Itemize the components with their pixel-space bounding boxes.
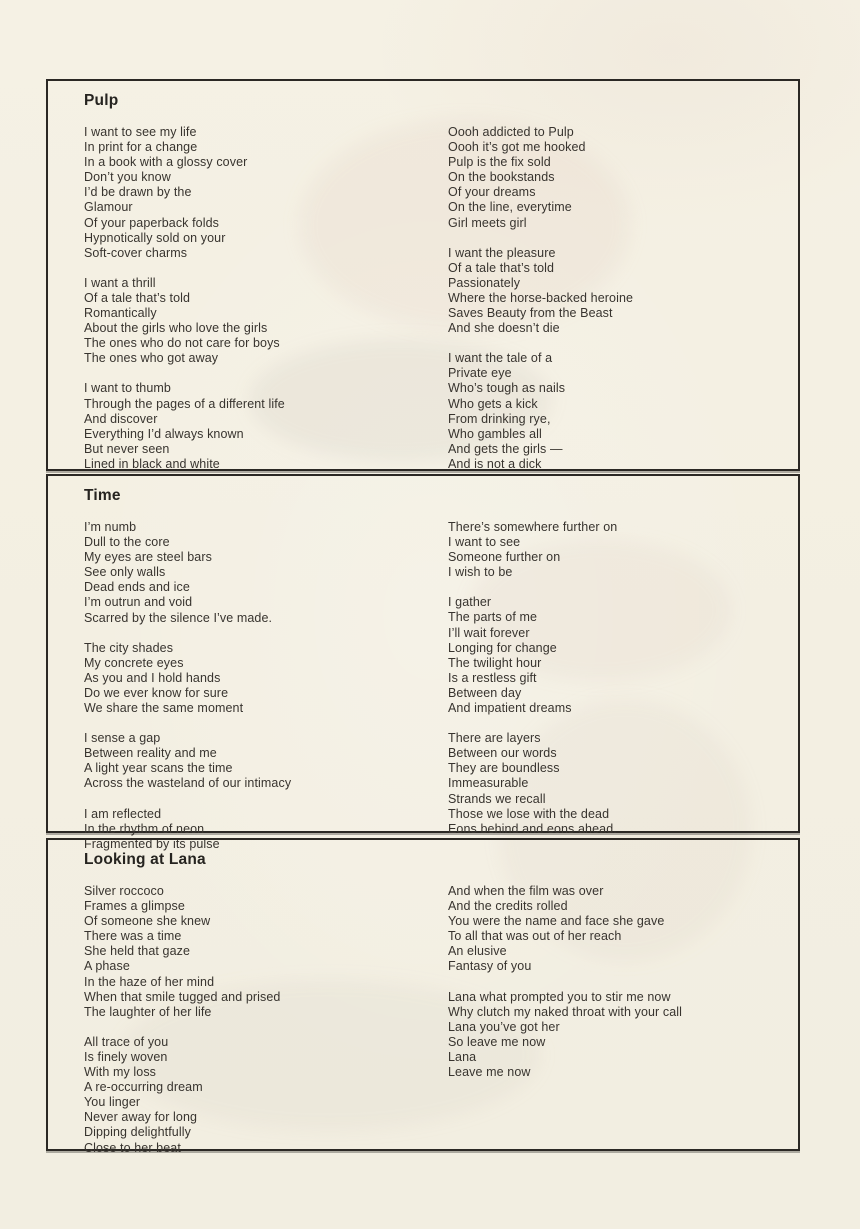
- lyric-stanza: I sense a gap Between reality and me A light year scans the time Across the wasteland of our intimacy: [84, 731, 292, 791]
- lyric-stanza: I gather The parts of me I’ll wait forever Longing for change The twilight hour Is a restless gift Between day And impatient dreams: [448, 595, 572, 716]
- lyrics-columns: [84, 520, 798, 852]
- lyric-stanza: All trace of you Is finely woven With my loss A re-occurring dream You linger Never away for long Dipping delightfully Close to her beat: [84, 1034, 203, 1155]
- lyric-stanza: There are layers Between our words They are boundless Immeasurable Strands we recall Those we lose with the dead Eons behind and eons ahead.: [448, 731, 617, 836]
- section-title-pulp: Pulp: [84, 92, 119, 109]
- lyrics-column-left: [84, 125, 448, 472]
- lyrics-column-right: [448, 520, 798, 852]
- lyrics-columns: [84, 884, 798, 1156]
- section-title-looking-at-lana: Looking at Lana: [84, 851, 206, 868]
- lyric-stanza: I want the tale of a Private eye Who’s tough as nails Who gets a kick From drinking rye, Who gambles all And gets the girls — And is not a dick: [448, 351, 566, 471]
- lyrics-column-right: [448, 884, 798, 1156]
- lyrics-columns: [84, 125, 798, 472]
- lyric-stanza: There’s somewhere further on I want to see Someone further on I wish to be: [448, 520, 618, 580]
- lyric-stanza: I’m numb Dull to the core My eyes are steel bars See only walls Dead ends and ice I’m outrun and void Scarred by the silence I’ve made.: [84, 520, 273, 625]
- lyric-stanza: I want to see my life In print for a change In a book with a glossy cover Don’t you know I’d be drawn by the Glamour Of your paperback folds Hypnotically sold on your Soft-cover charms: [84, 125, 248, 260]
- lyric-stanza: I want a thrill Of a tale that’s told Romantically About the girls who love the girls The ones who do not care for boys The ones who got away: [84, 275, 280, 366]
- lyric-stanza: I want to thumb Through the pages of a different life And discover Everything I’d always known But never seen Lined in black and white: [84, 381, 285, 471]
- lyric-stanza: The city shades My concrete eyes As you and I hold hands Do we ever know for sure We share the same moment: [84, 640, 244, 716]
- section-time: [46, 474, 800, 851]
- section-title-time: Time: [84, 487, 121, 504]
- lyric-stanza: I am reflected In the rhythm of neon Fragmented by its pulse: [84, 806, 220, 851]
- section-pulp: [46, 79, 800, 471]
- lyric-stanza: Oooh addicted to Pulp Oooh it’s got me hooked Pulp is the fix sold On the bookstands Of your dreams On the line, everytime Girl meets girl: [448, 125, 586, 230]
- lyrics-column-left: [84, 520, 448, 852]
- lyrics-column-left: [84, 884, 448, 1156]
- lyrics-column-right: [448, 125, 798, 472]
- lyric-stanza: I want the pleasure Of a tale that’s told Passionately Where the horse-backed heroine Saves Beauty from the Beast And she doesn’t die: [448, 245, 634, 336]
- lyric-stanza: Silver roccoco Frames a glimpse Of someone she knew There was a time She held that gaze A phase In the haze of her mind When that smile tugged and prised The laughter of her life: [84, 884, 281, 1019]
- lyric-stanza: And when the film was over And the credits rolled You were the name and face she gave To all that was out of her reach An elusive Fantasy of you: [448, 884, 665, 974]
- section-looking-at-lana: [46, 838, 800, 1155]
- lyric-stanza: Lana what prompted you to stir me now Why clutch my naked throat with your call Lana you’ve got her So leave me now Lana Leave me now: [448, 989, 683, 1080]
